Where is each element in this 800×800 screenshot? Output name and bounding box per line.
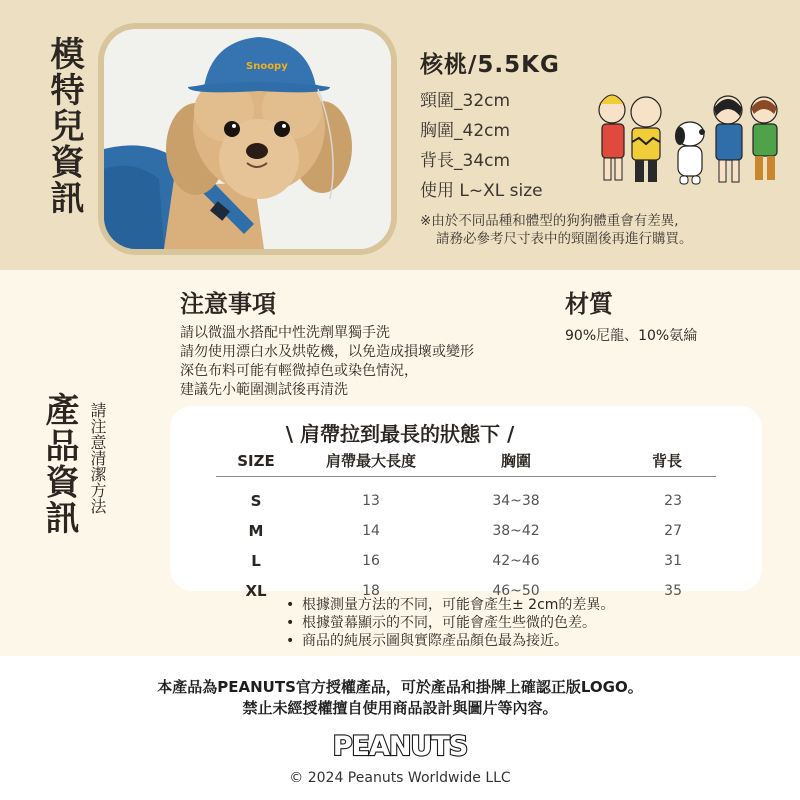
table-row bbox=[216, 516, 716, 546]
size-table-header-row bbox=[216, 446, 716, 476]
strap-length-cell: 13 bbox=[362, 493, 380, 510]
peanuts-logo-text: PEANUTS bbox=[332, 731, 468, 762]
material-text: 90%尼龍、10%氨綸 bbox=[565, 328, 698, 344]
chest-cell: 46~50 bbox=[492, 583, 540, 599]
size-cell: S bbox=[250, 492, 262, 511]
product-info-subheading: 請注意清潔方法 bbox=[88, 402, 107, 514]
size-cell: L bbox=[251, 552, 261, 570]
copyright: © 2024 Peanuts Worldwide LLC bbox=[289, 770, 511, 786]
note-item: • 根據螢幕顯示的不同，可能會產生些微的色差。 bbox=[286, 614, 614, 632]
table-row bbox=[216, 546, 716, 576]
size-table-header: 肩帶最大長度 bbox=[296, 446, 446, 476]
model-spec-neck: 頸圍_32cm bbox=[420, 91, 511, 111]
model-photo-frame bbox=[98, 23, 397, 255]
peanuts-logo bbox=[330, 724, 470, 766]
size-table-header: 胸圍 bbox=[446, 446, 586, 476]
back-length-cell: 27 bbox=[664, 523, 682, 539]
model-photo bbox=[104, 29, 391, 249]
strap-length-cell: 14 bbox=[362, 523, 380, 539]
size-cell: M bbox=[248, 522, 264, 540]
care-instructions-list bbox=[180, 324, 474, 400]
size-table-header: SIZE bbox=[216, 446, 296, 476]
back-length-cell: 31 bbox=[664, 553, 682, 569]
note-item: • 商品的純展示圖與實際產品顏色最為接近。 bbox=[286, 632, 614, 650]
size-table-title: \ 肩帶拉到最長的狀態下 / bbox=[285, 422, 515, 446]
chest-cell: 42~46 bbox=[492, 553, 540, 569]
model-spec-back: 背長_34cm bbox=[420, 151, 511, 171]
size-cell: XL bbox=[245, 582, 267, 600]
material-title: 材質 bbox=[565, 290, 613, 318]
back-length-cell: 35 bbox=[664, 583, 682, 599]
size-table-header: 背長 bbox=[586, 446, 716, 476]
dog-photo-image bbox=[104, 29, 391, 249]
product-info-heading: 產品資訊 bbox=[39, 392, 79, 536]
care-line: 建議先小範圍測試後再清洗 bbox=[180, 382, 348, 398]
strap-length-cell: 16 bbox=[362, 553, 380, 569]
model-note bbox=[420, 212, 693, 248]
license-notice-line1: 本產品為PEANUTS官方授權產品，可於產品和掛牌上確認正版LOGO。 bbox=[157, 678, 643, 696]
model-specs-list bbox=[420, 86, 543, 206]
back-length-cell: 23 bbox=[664, 493, 682, 510]
model-note-line2: 請務必參考尺寸表中的頸圍後再進行購買。 bbox=[436, 231, 693, 247]
strap-length-cell: 18 bbox=[362, 583, 380, 599]
model-name: 核桃/5.5KG bbox=[420, 52, 560, 78]
chest-cell: 38~42 bbox=[492, 523, 540, 539]
care-line: 深色布料可能有輕微掉色或染色情況， bbox=[180, 363, 418, 379]
table-row bbox=[216, 476, 716, 516]
care-line: 請勿使用漂白水及烘乾機，以免造成損壞或變形 bbox=[180, 344, 474, 360]
care-instructions-title: 注意事項 bbox=[180, 290, 276, 318]
model-spec-chest: 胸圍_42cm bbox=[420, 121, 511, 141]
size-table bbox=[216, 446, 716, 606]
chest-cell: 34~38 bbox=[492, 493, 540, 510]
svg-text:Snoopy: Snoopy bbox=[246, 61, 288, 72]
license-notice-line2: 禁止未經授權擅自使用商品設計與圖片等內容。 bbox=[242, 699, 558, 717]
measurement-notes bbox=[286, 596, 614, 650]
care-line: 請以微溫水搭配中性洗劑單獨手洗 bbox=[180, 325, 390, 341]
model-note-line1: ※由於不同品種和體型的狗狗體重會有差異, bbox=[420, 213, 679, 229]
model-info-heading: 模特兒資訊 bbox=[44, 36, 84, 216]
note-item: • 根據測量方法的不同，可能會產生± 2cm的差異。 bbox=[286, 596, 614, 614]
peanuts-characters-illustration bbox=[594, 88, 782, 192]
model-spec-size: 使用 L~XL size bbox=[420, 181, 543, 201]
